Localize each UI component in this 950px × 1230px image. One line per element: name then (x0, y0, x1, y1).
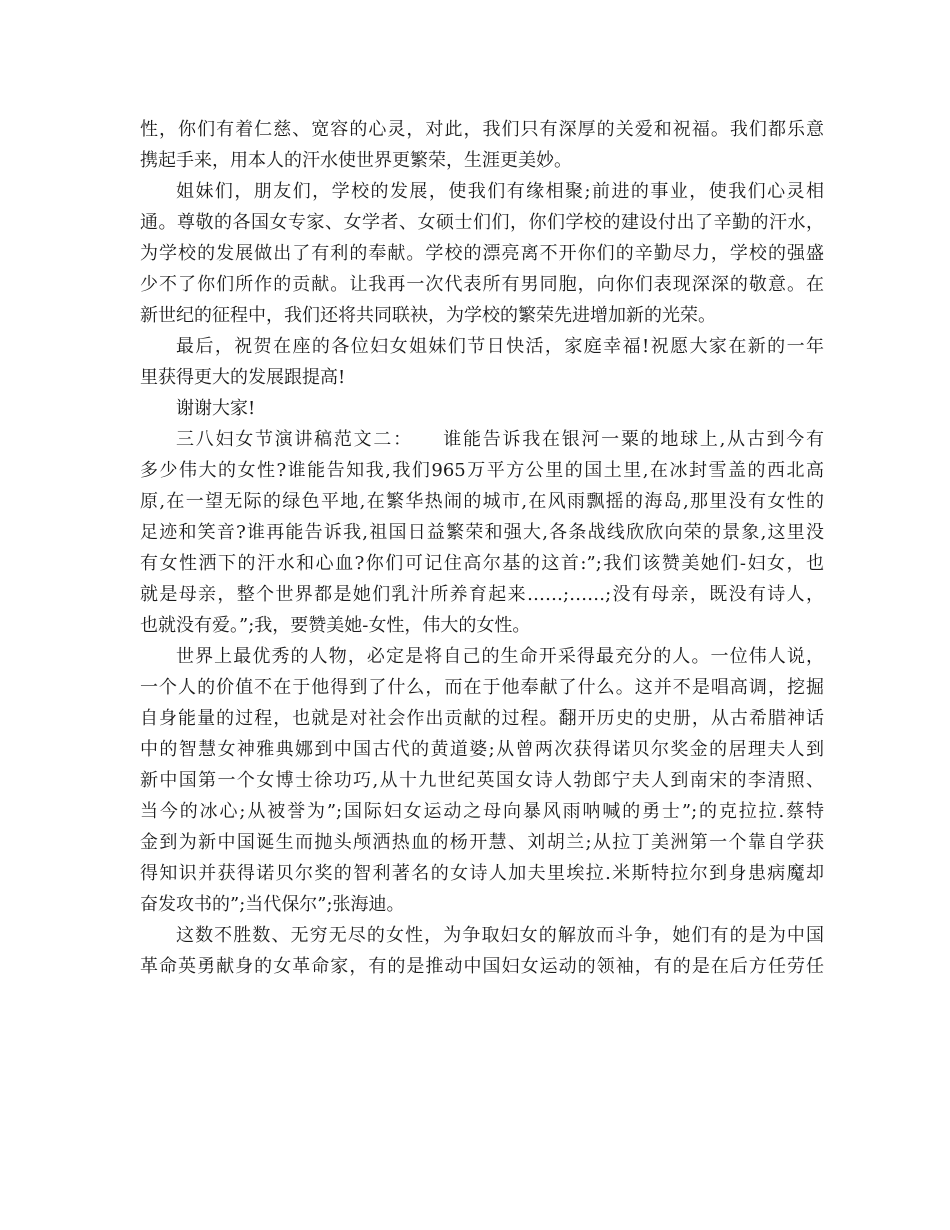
text-line: 携起手来，用本人的汗水使世界更繁荣，生涯更美妙。 (140, 150, 572, 171)
text-line: 为学校的发展做出了有利的奉献。学校的漂亮离不开你们的辛勤尽力，学校的强盛 (140, 243, 824, 264)
text-line: 金到为新中国诞生而抛头颅洒热血的杨开慧、刘胡兰;从拉丁美洲第一个靠自学获 (140, 832, 824, 853)
text-line: 得知识并获得诺贝尔奖的智利著名的女诗人加夫里埃拉.米斯特拉尔到身患病魔却 (140, 863, 824, 884)
text-line: 里获得更大的发展跟提高! (140, 367, 346, 388)
text-line: 性，你们有着仁慈、宽容的心灵，对此，我们只有深厚的关爱和祝福。我们都乐意 (140, 119, 824, 140)
text-line: 通。尊敬的各国女专家、女学者、女硕士们们，你们学校的建设付出了辛勤的汗水， (140, 212, 824, 233)
text-line: 新中国第一个女博士徐功巧,从十九世纪英国女诗人勃郎宁夫人到南宋的李清照、 (140, 770, 824, 791)
text-line: 自身能量的过程，也就是对社会作出贡献的过程。翻开历史的史册，从古希腊神话 (140, 708, 824, 729)
text-line: 也就没有爱。”;我，要赞美她-女性，伟大的女性。 (140, 615, 531, 636)
text-line: 中的智慧女神雅典娜到中国古代的黄道婆;从曾两次获得诺贝尔奖金的居理夫人到 (140, 739, 824, 760)
paragraph-first-line: 最后，祝贺在座的各位妇女姐妹们节日快活，家庭幸福!祝愿大家在新的一年 (176, 336, 824, 357)
text-line: 足迹和笑音?谁再能告诉我,祖国日益繁荣和强大,各条战线欣欣向荣的景象,这里没 (140, 522, 824, 543)
text-line: 原,在一望无际的绿色平地,在繁华热闹的城市,在风雨飘摇的海岛,那里没有女性的 (140, 491, 824, 512)
paragraph-first-line: 世界上最优秀的人物，必定是将自己的生命开采得最充分的人。一位伟人说， (176, 646, 824, 667)
text-line: 革命英勇献身的女革命家，有的是推动中国妇女运动的领袖，有的是在后方任劳任 (140, 956, 824, 977)
paragraph-first-line: 这数不胜数、无穷无尽的女性，为争取妇女的解放而斗争，她们有的是为中国 (176, 925, 824, 946)
text-line: 有女性洒下的汗水和心血?你们可记住高尔基的这首:”;我们该赞美她们-妇女，也 (140, 553, 824, 574)
text-line: 少不了你们所作的贡献。让我再一次代表所有男同胞，向你们表现深深的敬意。在 (140, 274, 824, 295)
text-line: 一个人的价值不在于他得到了什么，而在于他奉献了什么。这并不是唱高调，挖掘 (140, 677, 824, 698)
text-line: 多少伟大的女性?谁能告知我,我们965万平方公里的国土里,在冰封雪盖的西北高 (140, 460, 824, 481)
text-line: 当今的冰心;从被誉为”;国际妇女运动之母向暴风雨呐喊的勇士”;的克拉拉.蔡特 (140, 801, 824, 822)
text-line: 新世纪的征程中，我们还将共同联袂，为学校的繁荣先进增加新的光荣。 (140, 305, 716, 326)
paragraph-first-line: 三八妇女节演讲稿范文二： 谁能告诉我在银河一粟的地球上,从古到今有 (176, 429, 824, 450)
paragraph-first-line: 姐妹们，朋友们，学校的发展，使我们有缘相聚;前进的事业，使我们心灵相 (176, 181, 824, 202)
text-line: 就是母亲，整个世界都是她们乳汁所养育起来……;……;没有母亲，既没有诗人， (140, 584, 824, 605)
paragraph-first-line: 谢谢大家! (176, 398, 256, 419)
document-body (140, 114, 824, 982)
text-line: 奋发攻书的”;当代保尔”;张海迪。 (140, 894, 405, 915)
